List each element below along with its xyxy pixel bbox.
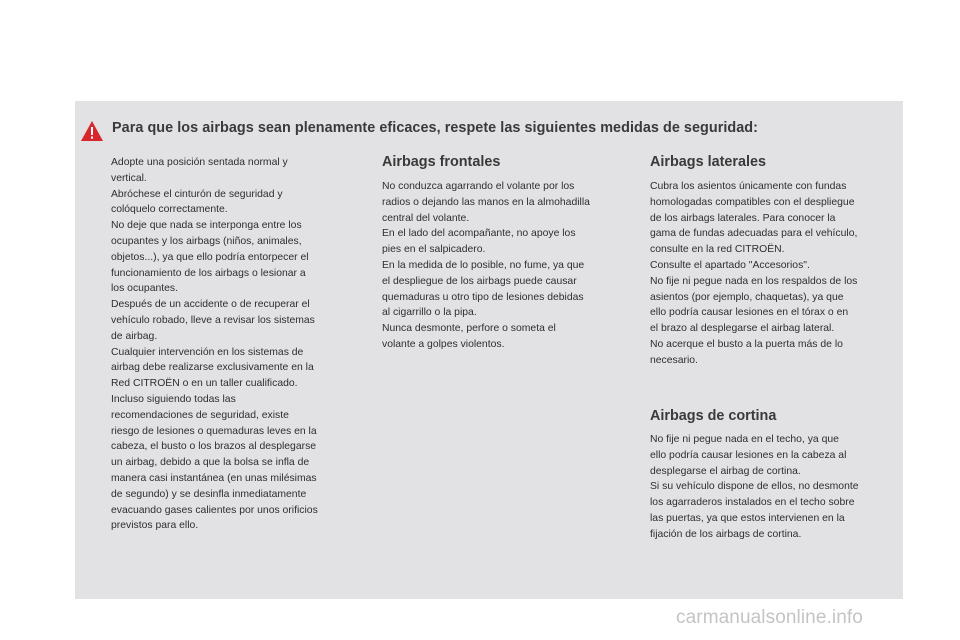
laterales-text: Cubra los asientos únicamente con fundas homologadas compatibles con el despliegue de los airbags laterales. Para conocer la gama de fundas adecuadas para el vehículo, consulte en la red CITROËN. Consulte el apartado "Accesorios". No fije ni pegue nada en los respaldos de los asientos (por ejemplo, chaquetas), ya que ello podría causar lesiones en el tórax o en el brazo al desplegarse el airbag lateral. No acerque el busto a la puerta más de lo necesario. <box>650 181 858 366</box>
cortina-text: No fije ni pegue nada en el techo, ya que ello podría causar lesiones en la cabeza al desplegarse el airbag de cortina. Si su vehículo dispone de ellos, no desmonte los agarraderos instalados en el techo sobre las puertas, ya que estos intervienen en la fijación de los airbags de cortina. <box>650 434 859 540</box>
warning-icon <box>80 120 104 142</box>
section-title-laterales: Airbags laterales <box>650 154 766 170</box>
section-title-frontales: Airbags frontales <box>382 154 501 170</box>
page-headline: Para que los airbags sean plenamente eficaces, respete las siguientes medidas de seguridad: <box>112 120 758 136</box>
frontales-text: No conduzca agarrando el volante por los radios o dejando las manos en la almohadilla central del volante. En el lado del acompañante, no apoye los pies en el salpicadero. En la medida de lo posible, no fume, ya que el despliegue de los airbags puede causar quemaduras u otro tipo de lesiones debidas al cigarrillo o la pipa. Nunca desmonte, perfore o someta el volante a golpes violentos. <box>382 181 590 350</box>
general-precautions-text: Adopte una posición sentada normal y vertical. Abróchese el cinturón de seguridad y colóquelo correctamente. No deje que nada se interponga entre los ocupantes y los airbags (niños, animales, objetos...), ya que ello podría entorpecer el funcionamiento de los airbags o lesionar a los ocupantes. Después de un accidente o de recuperar el vehículo robado, lleve a revisar los sistemas de airbag. Cualquier intervención en los sistemas de airbag debe realizarse exclusivamente en la Red CITROËN o en un taller cualificado. Incluso siguiendo todas las recomendaciones de seguridad, existe riesgo de lesiones o quemaduras leves en la cabeza, el busto o los brazos al desplegarse un airbag, debido a que la bolsa se infla de manera casi instantánea (en unas milésimas de segundo) y se desinfla inmediatamente evacuando gases calientes por unos orificios previstos para ello. <box>111 157 318 532</box>
watermark: carmanualsonline.info <box>676 607 863 628</box>
section-title-cortina: Airbags de cortina <box>650 408 777 424</box>
